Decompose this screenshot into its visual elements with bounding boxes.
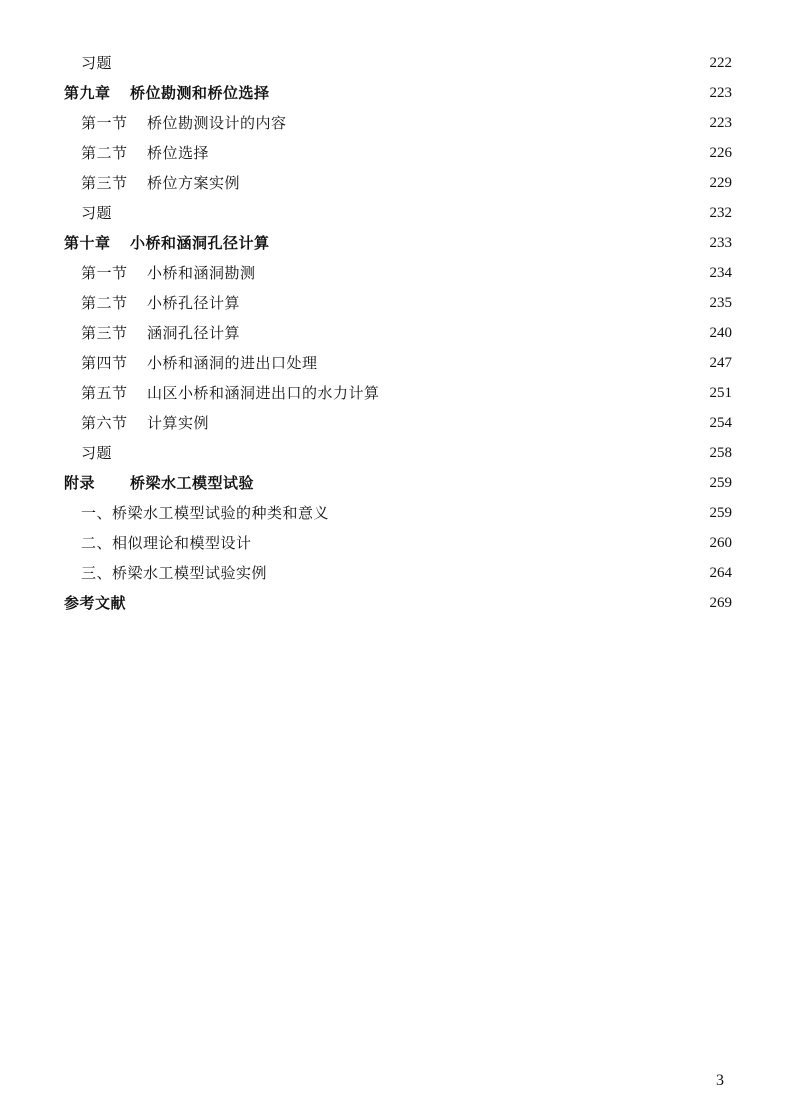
section-number: 第二节 bbox=[81, 294, 128, 312]
section-title: 小桥和涵洞的进出口处理 bbox=[147, 354, 318, 372]
toc-entry-section[interactable] bbox=[0, 378, 790, 408]
section-number: 第三节 bbox=[81, 324, 128, 342]
toc-entry-references[interactable] bbox=[0, 588, 790, 618]
appendix-label: 附录 bbox=[64, 474, 96, 492]
toc-entry-page: 259 bbox=[709, 505, 732, 521]
dot-leader bbox=[213, 408, 694, 438]
dot-leader bbox=[244, 288, 694, 318]
toc-entry-exercise[interactable] bbox=[0, 48, 790, 78]
section-number: 第五节 bbox=[81, 384, 128, 402]
toc-entry-title bbox=[64, 78, 272, 108]
toc-entry-section[interactable] bbox=[0, 258, 790, 288]
section-title: 桥位勘测设计的内容 bbox=[147, 114, 287, 132]
toc-entry-title bbox=[81, 318, 242, 348]
toc-entry-appendix-item[interactable] bbox=[0, 498, 790, 528]
dot-leader bbox=[256, 528, 694, 558]
dot-leader bbox=[116, 48, 694, 78]
chapter-number: 第十章 bbox=[64, 234, 111, 252]
toc-entry-section[interactable] bbox=[0, 138, 790, 168]
section-number: 第二节 bbox=[81, 144, 128, 162]
toc-entry-title: 习题 bbox=[81, 198, 114, 228]
chapter-title: 小桥和涵洞孔径计算 bbox=[130, 234, 270, 252]
chapter-title: 桥位勘测和桥位选择 bbox=[130, 84, 270, 102]
toc-entry-title: 习题 bbox=[81, 438, 114, 468]
toc-entry-page: 240 bbox=[709, 325, 732, 341]
toc-entry-title bbox=[64, 228, 272, 258]
section-title: 小桥和涵洞勘测 bbox=[147, 264, 256, 282]
toc-entry-section[interactable] bbox=[0, 288, 790, 318]
toc-entry-title bbox=[81, 108, 289, 138]
dot-leader bbox=[384, 378, 694, 408]
toc-entry-page: 258 bbox=[709, 445, 732, 461]
dot-leader bbox=[213, 138, 694, 168]
toc-entry-page: 259 bbox=[709, 475, 732, 491]
toc-entry-page: 232 bbox=[709, 205, 732, 221]
toc-entry-section[interactable] bbox=[0, 348, 790, 378]
section-number: 第三节 bbox=[81, 174, 128, 192]
dot-leader bbox=[260, 258, 694, 288]
dot-leader bbox=[116, 438, 694, 468]
toc-entry-title bbox=[81, 408, 211, 438]
dot-leader bbox=[244, 318, 694, 348]
toc-entry-title: 二、相似理论和模型设计 bbox=[81, 528, 254, 558]
appendix-title: 桥梁水工模型试验 bbox=[130, 474, 255, 492]
toc-entry-title: 一、桥梁水工模型试验的种类和意义 bbox=[81, 498, 331, 528]
dot-leader bbox=[258, 468, 694, 498]
toc-entry-title bbox=[81, 258, 258, 288]
table-of-contents bbox=[0, 48, 790, 618]
section-number: 第四节 bbox=[81, 354, 128, 372]
toc-entry-title bbox=[81, 138, 211, 168]
toc-entry-title bbox=[81, 378, 382, 408]
toc-entry-appendix-item[interactable] bbox=[0, 528, 790, 558]
toc-entry-page: 264 bbox=[709, 565, 732, 581]
section-number: 第一节 bbox=[81, 264, 128, 282]
toc-entry-page: 229 bbox=[709, 175, 732, 191]
toc-entry-page: 260 bbox=[709, 535, 732, 551]
toc-entry-title bbox=[81, 348, 320, 378]
toc-entry-title bbox=[81, 168, 242, 198]
dot-leader bbox=[291, 108, 694, 138]
toc-entry-page: 234 bbox=[709, 265, 732, 281]
toc-entry-section[interactable] bbox=[0, 318, 790, 348]
toc-entry-page: 226 bbox=[709, 145, 732, 161]
toc-entry-page: 247 bbox=[709, 355, 732, 371]
page-number: 3 bbox=[716, 1072, 724, 1089]
toc-entry-page: 223 bbox=[709, 85, 732, 101]
section-number: 第一节 bbox=[81, 114, 128, 132]
dot-leader bbox=[130, 588, 694, 618]
toc-entry-page: 233 bbox=[709, 235, 732, 251]
toc-entry-exercise[interactable] bbox=[0, 198, 790, 228]
section-title: 山区小桥和涵洞进出口的水力计算 bbox=[147, 384, 380, 402]
toc-entry-section[interactable] bbox=[0, 168, 790, 198]
section-title: 桥位方案实例 bbox=[147, 174, 241, 192]
toc-entry-title bbox=[81, 288, 242, 318]
toc-entry-title: 参考文献 bbox=[64, 588, 128, 618]
toc-entry-appendix[interactable] bbox=[0, 468, 790, 498]
dot-leader bbox=[274, 78, 694, 108]
toc-entry-title bbox=[64, 468, 256, 498]
toc-entry-exercise[interactable] bbox=[0, 438, 790, 468]
dot-leader bbox=[274, 228, 694, 258]
toc-entry-page: 251 bbox=[709, 385, 732, 401]
toc-entry-title: 三、桥梁水工模型试验实例 bbox=[81, 558, 269, 588]
section-title: 桥位选择 bbox=[147, 144, 210, 162]
section-number: 第六节 bbox=[81, 414, 128, 432]
dot-leader bbox=[333, 498, 694, 528]
dot-leader bbox=[116, 198, 694, 228]
chapter-number: 第九章 bbox=[64, 84, 111, 102]
section-title: 计算实例 bbox=[147, 414, 210, 432]
toc-entry-section[interactable] bbox=[0, 108, 790, 138]
dot-leader bbox=[244, 168, 694, 198]
toc-entry-page: 235 bbox=[709, 295, 732, 311]
dot-leader bbox=[322, 348, 694, 378]
toc-entry-title: 习题 bbox=[81, 48, 114, 78]
toc-entry-chapter[interactable] bbox=[0, 228, 790, 258]
dot-leader bbox=[271, 558, 694, 588]
toc-entry-page: 223 bbox=[709, 115, 732, 131]
section-title: 小桥孔径计算 bbox=[147, 294, 241, 312]
toc-entry-chapter[interactable] bbox=[0, 78, 790, 108]
toc-entry-section[interactable] bbox=[0, 408, 790, 438]
toc-entry-appendix-item[interactable] bbox=[0, 558, 790, 588]
section-title: 涵洞孔径计算 bbox=[147, 324, 241, 342]
toc-entry-page: 254 bbox=[709, 415, 732, 431]
toc-entry-page: 269 bbox=[709, 595, 732, 611]
toc-entry-page: 222 bbox=[709, 55, 732, 71]
